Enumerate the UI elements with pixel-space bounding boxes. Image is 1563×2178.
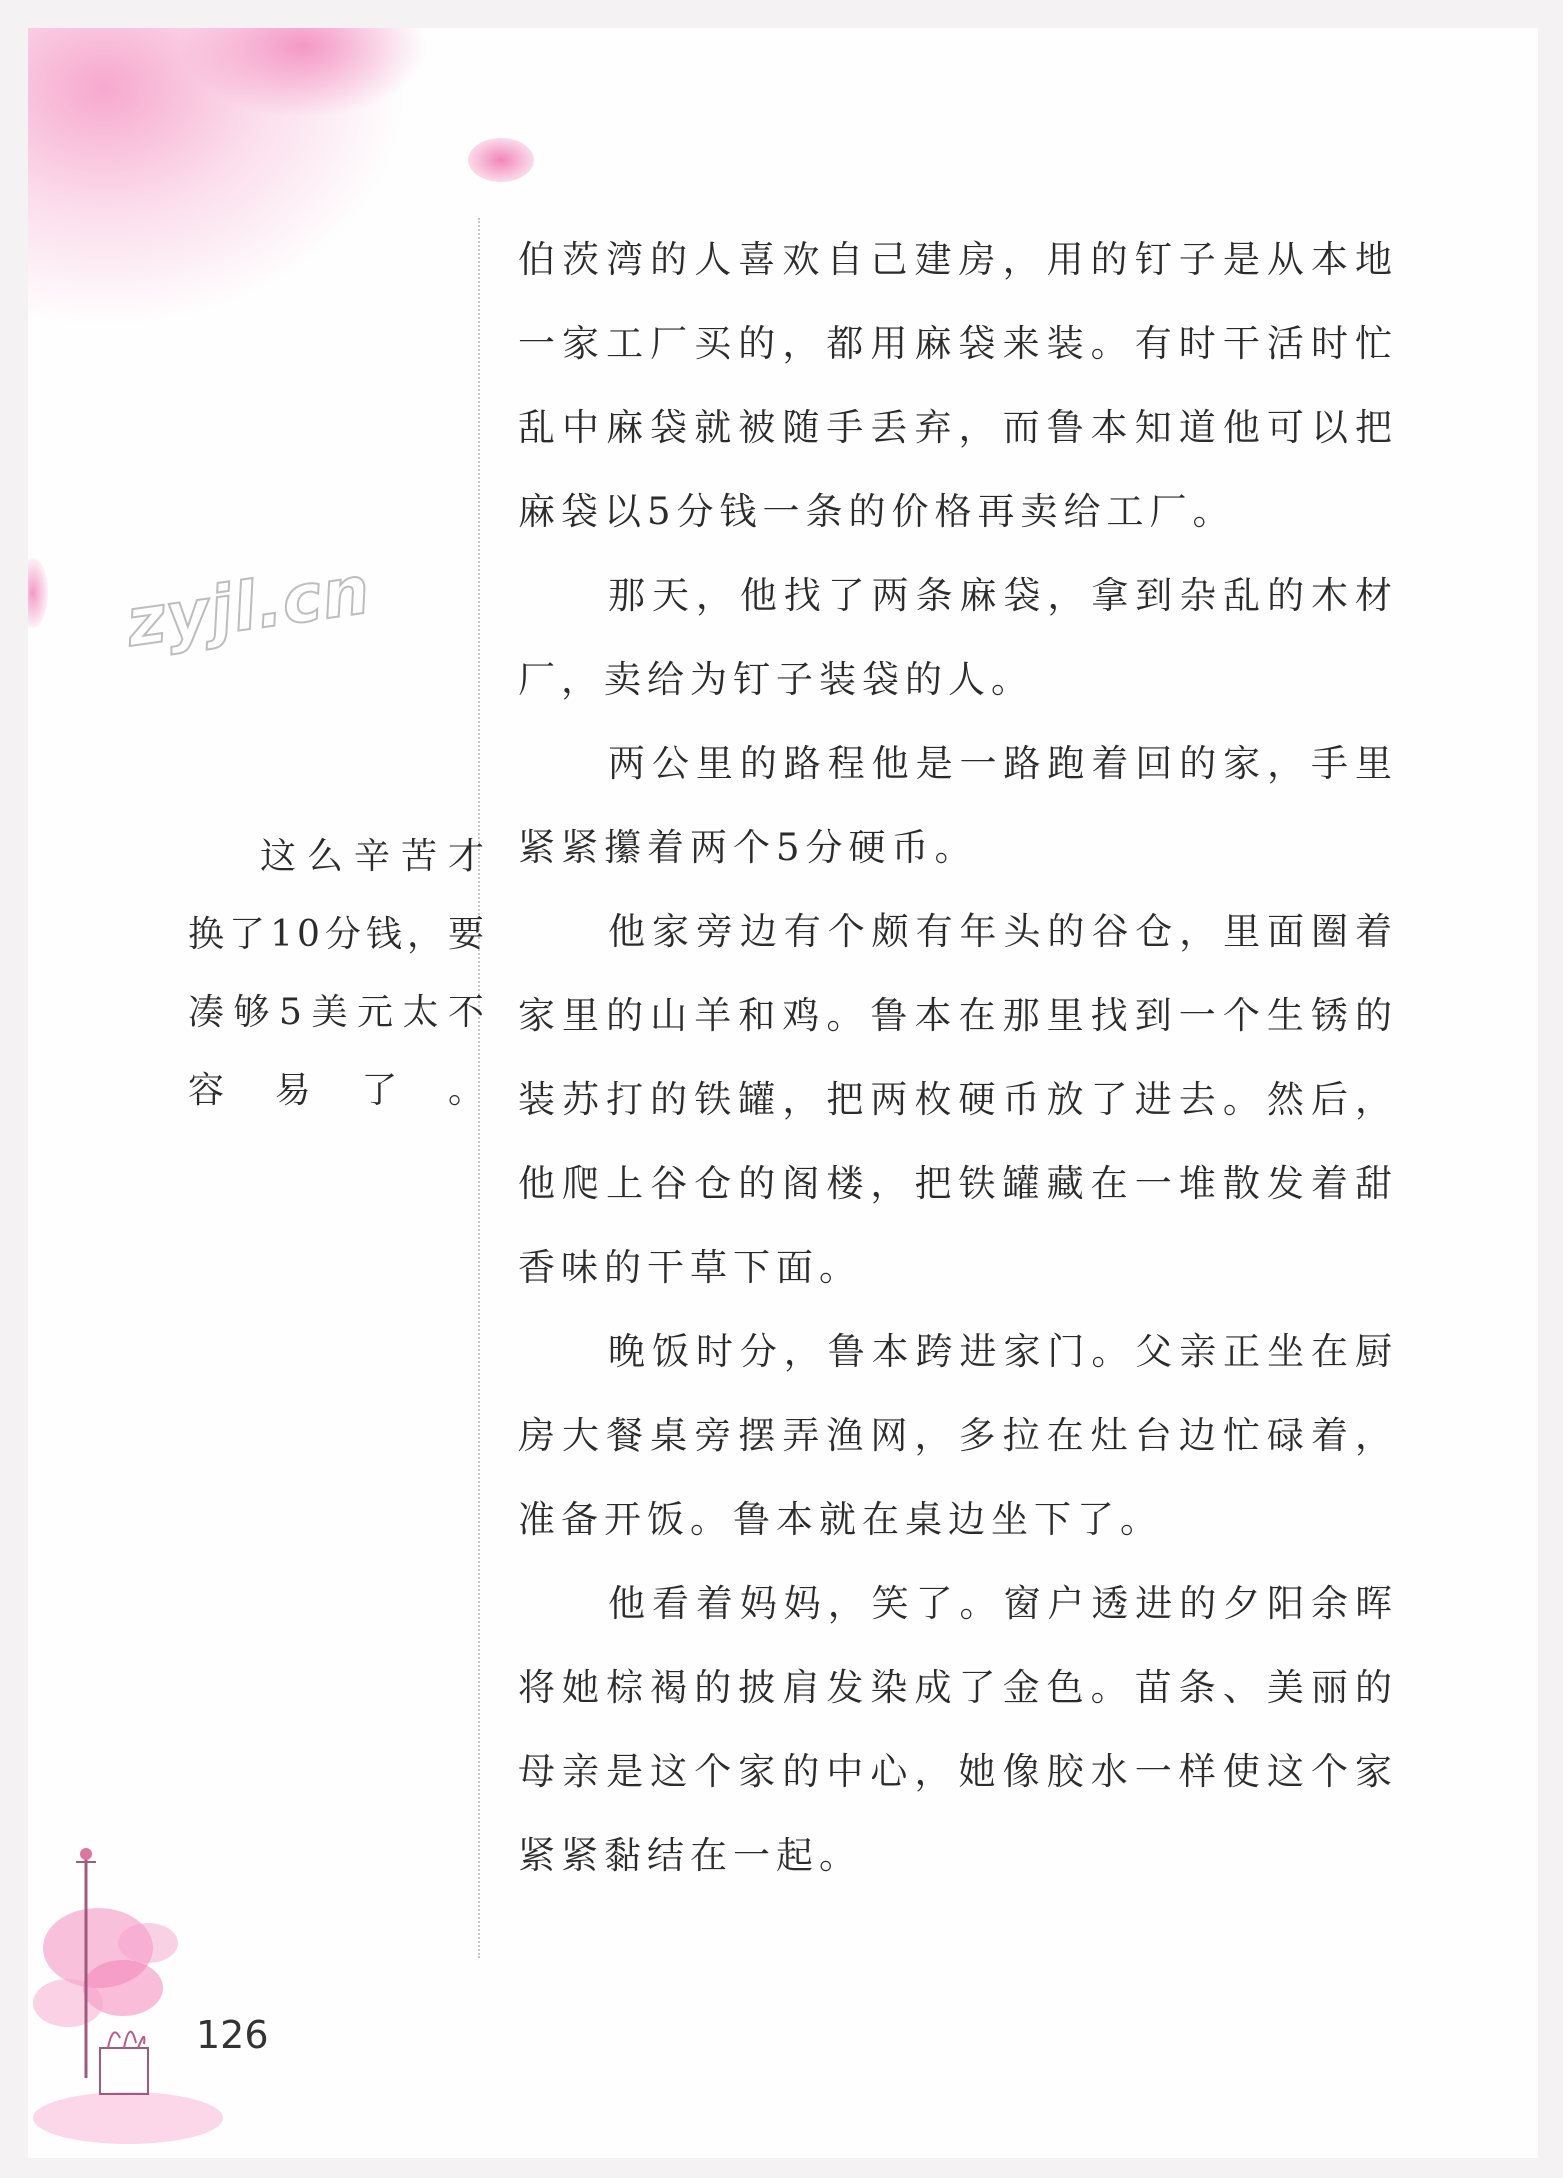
page-number: 126 [196,2013,269,2057]
paragraph-2: 那天，他找了两条麻袋，拿到杂乱的木材厂，卖给为钉子装袋的人。 [518,574,1398,701]
paragraph-3: 两公里的路程他是一路跑着回的家，手里紧紧攥着两个5分硬币。 [518,742,1398,869]
main-text [518,218,1398,1898]
paragraph-1: 伯茨湾的人喜欢自己建房，用的钉子是从本地一家工厂买的，都用麻袋来装。有时干活时忙乱中麻袋就被随手丢弃，而鲁本知道他可以把麻袋以5分钱一条的价格再卖给工厂。 [518,238,1398,533]
pink-blot-decoration [468,138,534,182]
pink-watercolor-wash-2 [178,28,428,118]
margin-note [188,818,488,1130]
book-page [28,28,1538,2158]
pink-edge-decoration [28,558,48,628]
paragraph-5: 晚饭时分，鲁本跨进家门。父亲正坐在厨房大餐桌旁摆弄渔网，多拉在灶台边忙碌着，准备开饭。鲁本就在桌边坐下了。 [518,1330,1398,1541]
watermark-logo: zyjl.cn [121,551,376,662]
lamppost-flowers-illustration [28,1838,228,2158]
paragraph-6: 他看着妈妈，笑了。窗户透进的夕阳余晖将她棕褐的披肩发染成了金色。苗条、美丽的母亲是这个家的中心，她像胶水一样使这个家紧紧黏结在一起。 [518,1582,1398,1877]
paragraph-4: 他家旁边有个颇有年头的谷仓，里面圈着家里的山羊和鸡。鲁本在那里找到一个生锈的装苏打的铁罐，把两枚硬币放了进去。然后，他爬上谷仓的阁楼，把铁罐藏在一堆散发着甜香味的干草下面。 [518,910,1398,1289]
margin-note-text: 这么辛苦才换了10分钱，要凑够5美元太不容易了。 [188,836,488,1111]
